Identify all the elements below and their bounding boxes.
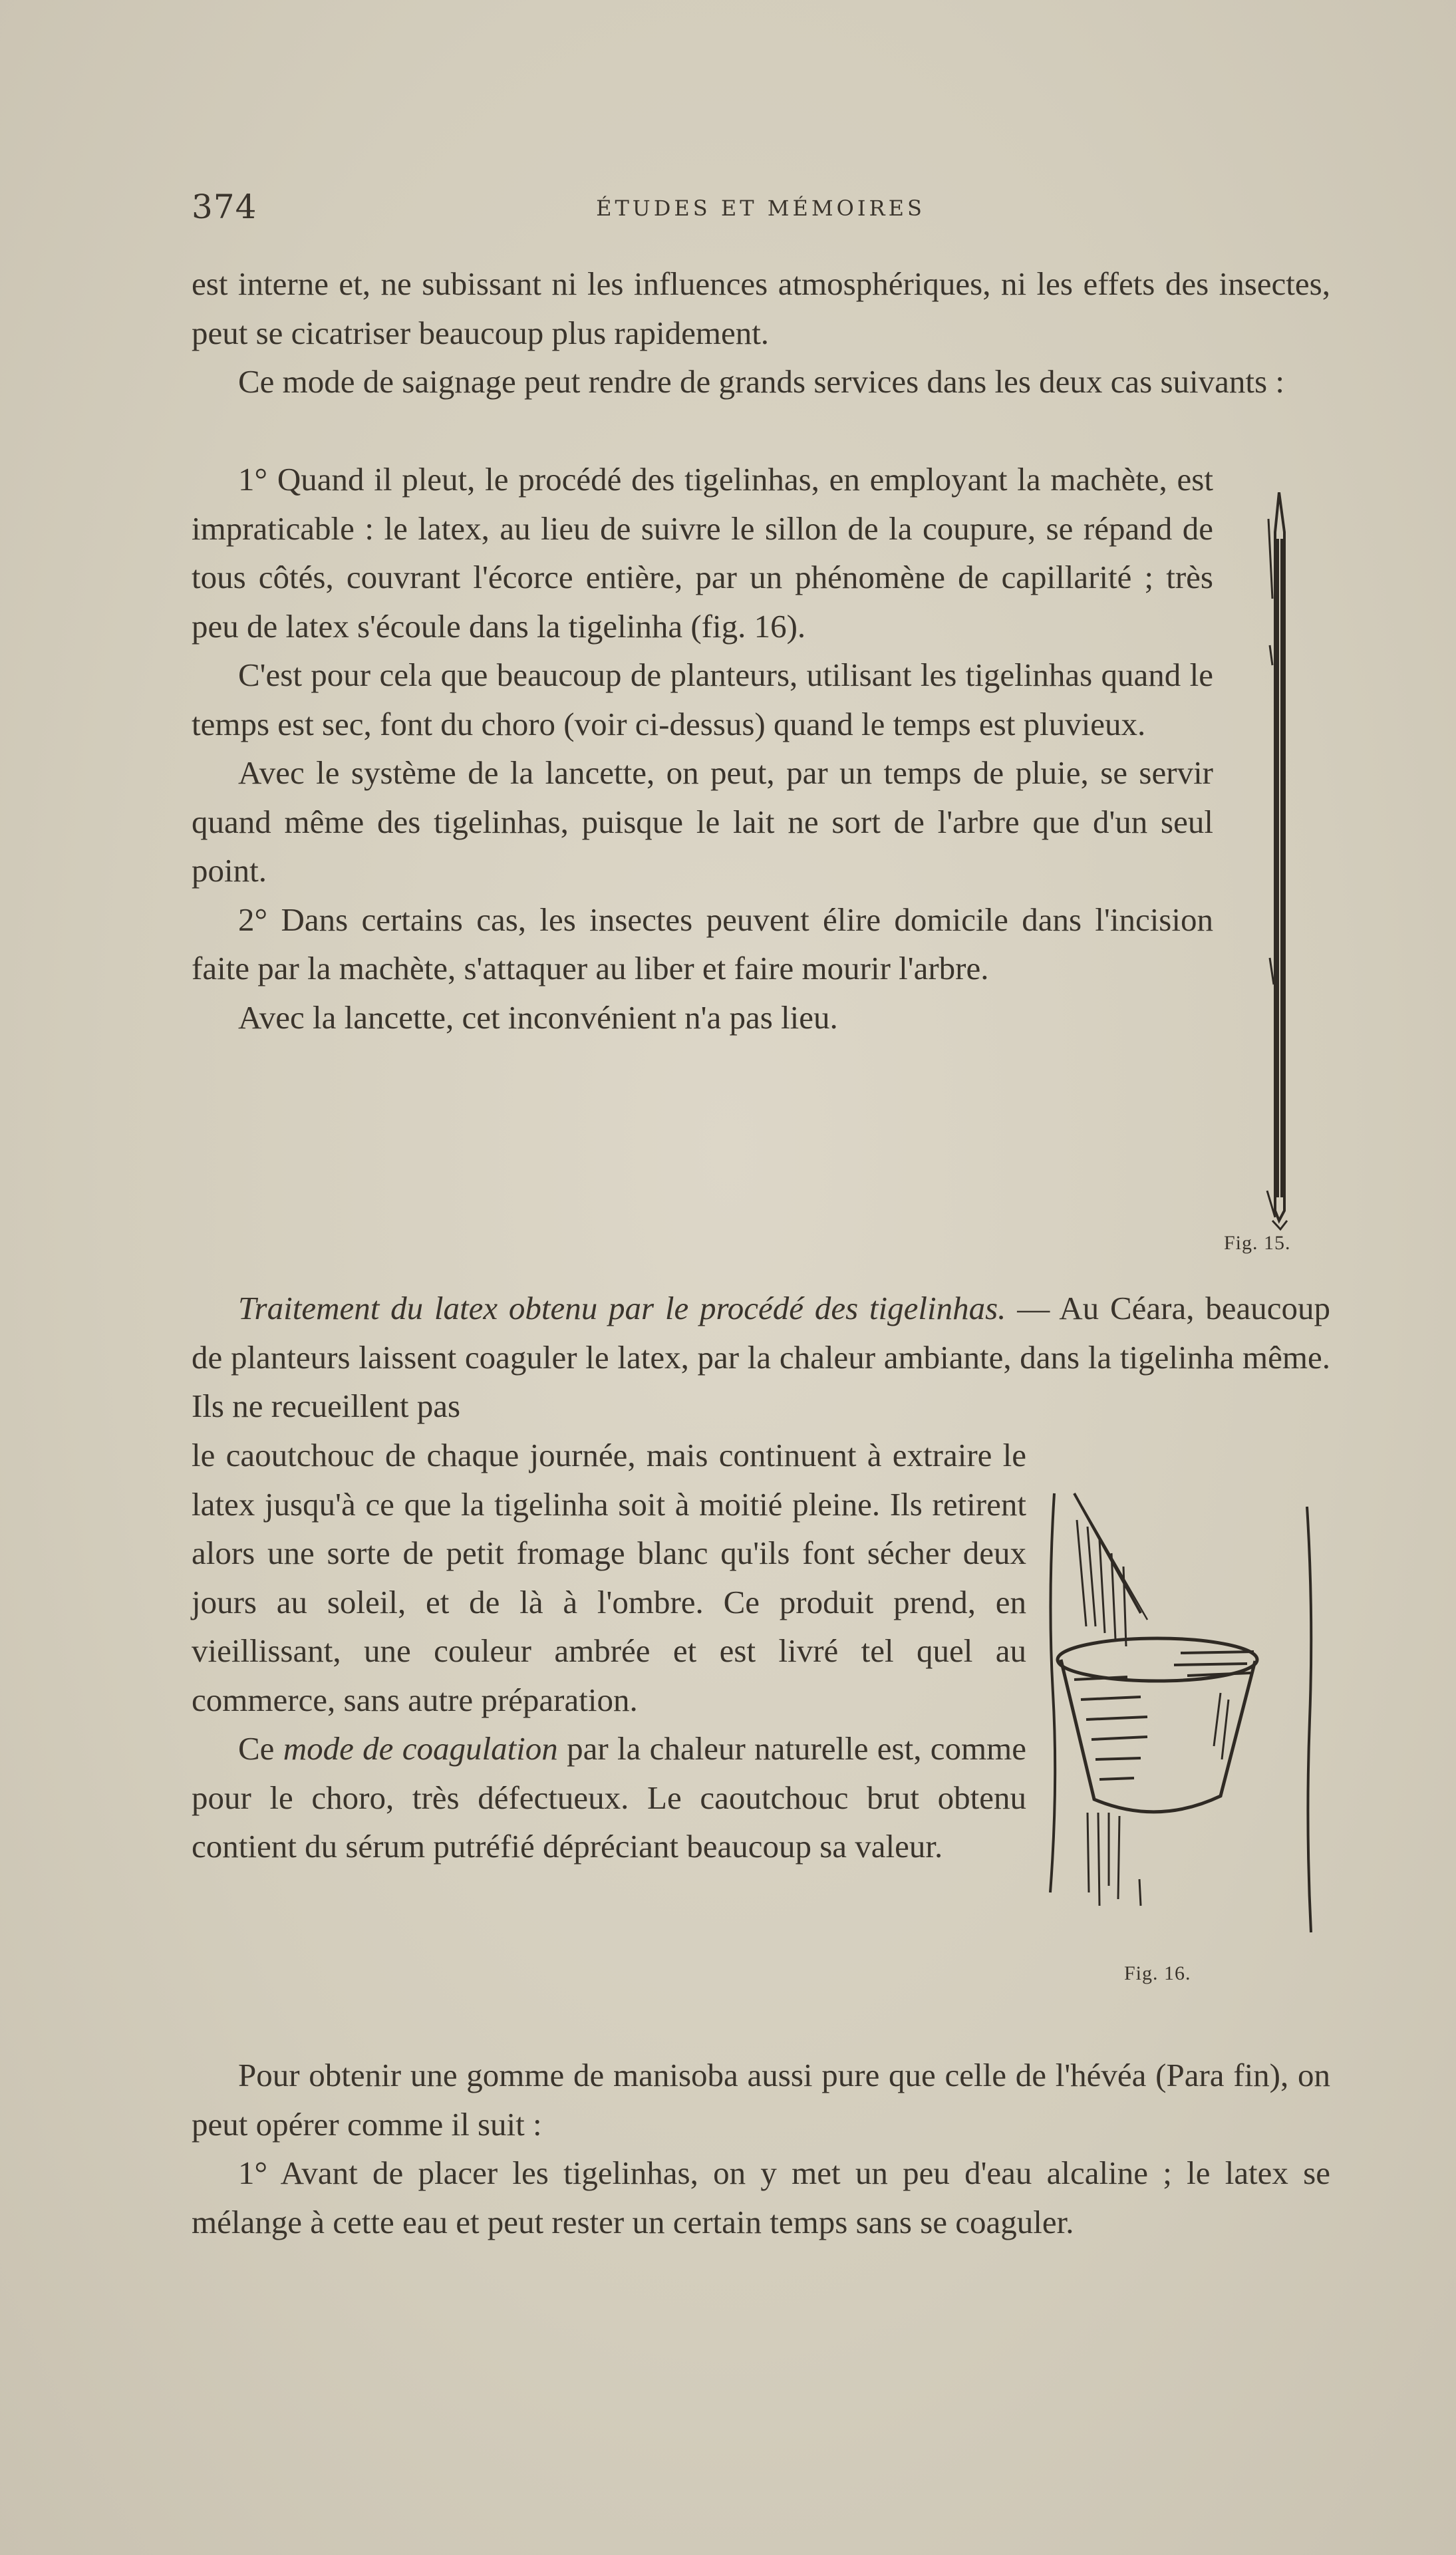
paragraph-saignage: Ce mode de saignage peut rendre de grands services dans les deux cas suivants : bbox=[238, 363, 1284, 400]
paragraph-manisoba: Pour obtenir une gomme de manisoba aussi pure que celle de l'hévéa (Para fin), on peut opérer comme il suit : bbox=[192, 2057, 1330, 2143]
figure-15-lancette bbox=[1260, 492, 1300, 1231]
text-block-beside-fig15 bbox=[192, 455, 1213, 1042]
paragraph-eau-alcaline: 1° Avant de placer les tigelinhas, on y met un peu d'eau alcaline ; le latex se mélange à cette eau et peut rester un certain temps sans se coaguler. bbox=[192, 2155, 1330, 2240]
text-block-traitement bbox=[192, 1284, 1330, 1431]
figure-16-caption: Fig. 16. bbox=[1124, 1962, 1191, 1984]
figure-15-caption: Fig. 15. bbox=[1224, 1232, 1291, 1254]
paragraph-coagulation: Ce mode de coagulation par la chaleur naturelle est, comme pour le choro, très défectueux. Le caoutchouc brut obtenu contient du sérum putréfié dépréciant beaucoup sa valeur. bbox=[192, 1730, 1026, 1865]
text-block-beside-fig16 bbox=[192, 1431, 1026, 1871]
running-head: ÉTUDES ET MÉMOIRES bbox=[596, 196, 925, 221]
paragraph-fromage: le caoutchouc de chaque journée, mais continuent à extraire le latex jusqu'à ce que la tigelinha soit à moitié pleine. Ils retirent alors une sorte de petit fromage blanc qu'ils font sécher deux jours au soleil, et de là à l'ombre. Ce produit prend, en vieillissant, une couleur ambrée et est livré tel quel au commerce, sans autre préparation. bbox=[192, 1437, 1026, 1718]
paragraph-continuation: est interne et, ne subissant ni les influences atmosphériques, ni les effets des insectes, peut se cicatriser beaucoup plus rapidement. bbox=[192, 265, 1330, 351]
paragraph-inconvenient: Avec la lancette, cet inconvénient n'a pas lieu. bbox=[238, 998, 838, 1036]
paragraph-ceara: Au Céara, beaucoup de planteurs laissent coaguler le latex, par la chaleur ambiante, dans la tigelinha même. Ils ne recueillent pas bbox=[192, 1290, 1330, 1424]
paragraph-quand-il-pleut: 1° Quand il pleut, le procédé des tigelinhas, en employant la machète, est impraticable : le latex, au lieu de suivre le sillon de la coupure, se répand de tous côtés, couvrant l'écorce entière, par un phénomène de capillarité ; très peu de latex s'écoule dans la tigelinha (fig. 16). bbox=[192, 461, 1213, 645]
emphasis-mode-coagulation: mode de coagulation bbox=[283, 1730, 558, 1767]
figure-16-tigelinha bbox=[1048, 1480, 1340, 1939]
heading-dash: — bbox=[1006, 1290, 1060, 1326]
section-heading-traitement: Traitement du latex obtenu par le procédé des tigelinhas. bbox=[238, 1290, 1006, 1326]
tigelinha-cup-drawing bbox=[1058, 1638, 1257, 1812]
paragraph-planteurs: C'est pour cela que beaucoup de planteurs, utilisant les tigelinhas quand le temps est sec, font du choro (voir ci-dessus) quand le temps est pluvieux. bbox=[192, 657, 1213, 742]
paragraph-traitement bbox=[192, 1284, 1330, 1431]
lancette-drawing bbox=[1267, 492, 1287, 1229]
paragraph-insectes: 2° Dans certains cas, les insectes peuvent élire domicile dans l'incision faite par la machète, s'attaquer au liber et faire mourir l'arbre. bbox=[192, 901, 1213, 986]
paragraph-lancette-pluie: Avec le système de la lancette, on peut, par un temps de pluie, se servir quand même des tigelinhas, puisque le lait ne sort de l'arbre que d'un seul point. bbox=[192, 754, 1213, 889]
text-block-closing bbox=[192, 2051, 1330, 2246]
tree-trunk-drawing bbox=[1050, 1493, 1311, 1932]
text-block-opening bbox=[192, 259, 1330, 406]
page-number: 374 bbox=[192, 188, 257, 226]
page-header bbox=[192, 188, 1330, 227]
